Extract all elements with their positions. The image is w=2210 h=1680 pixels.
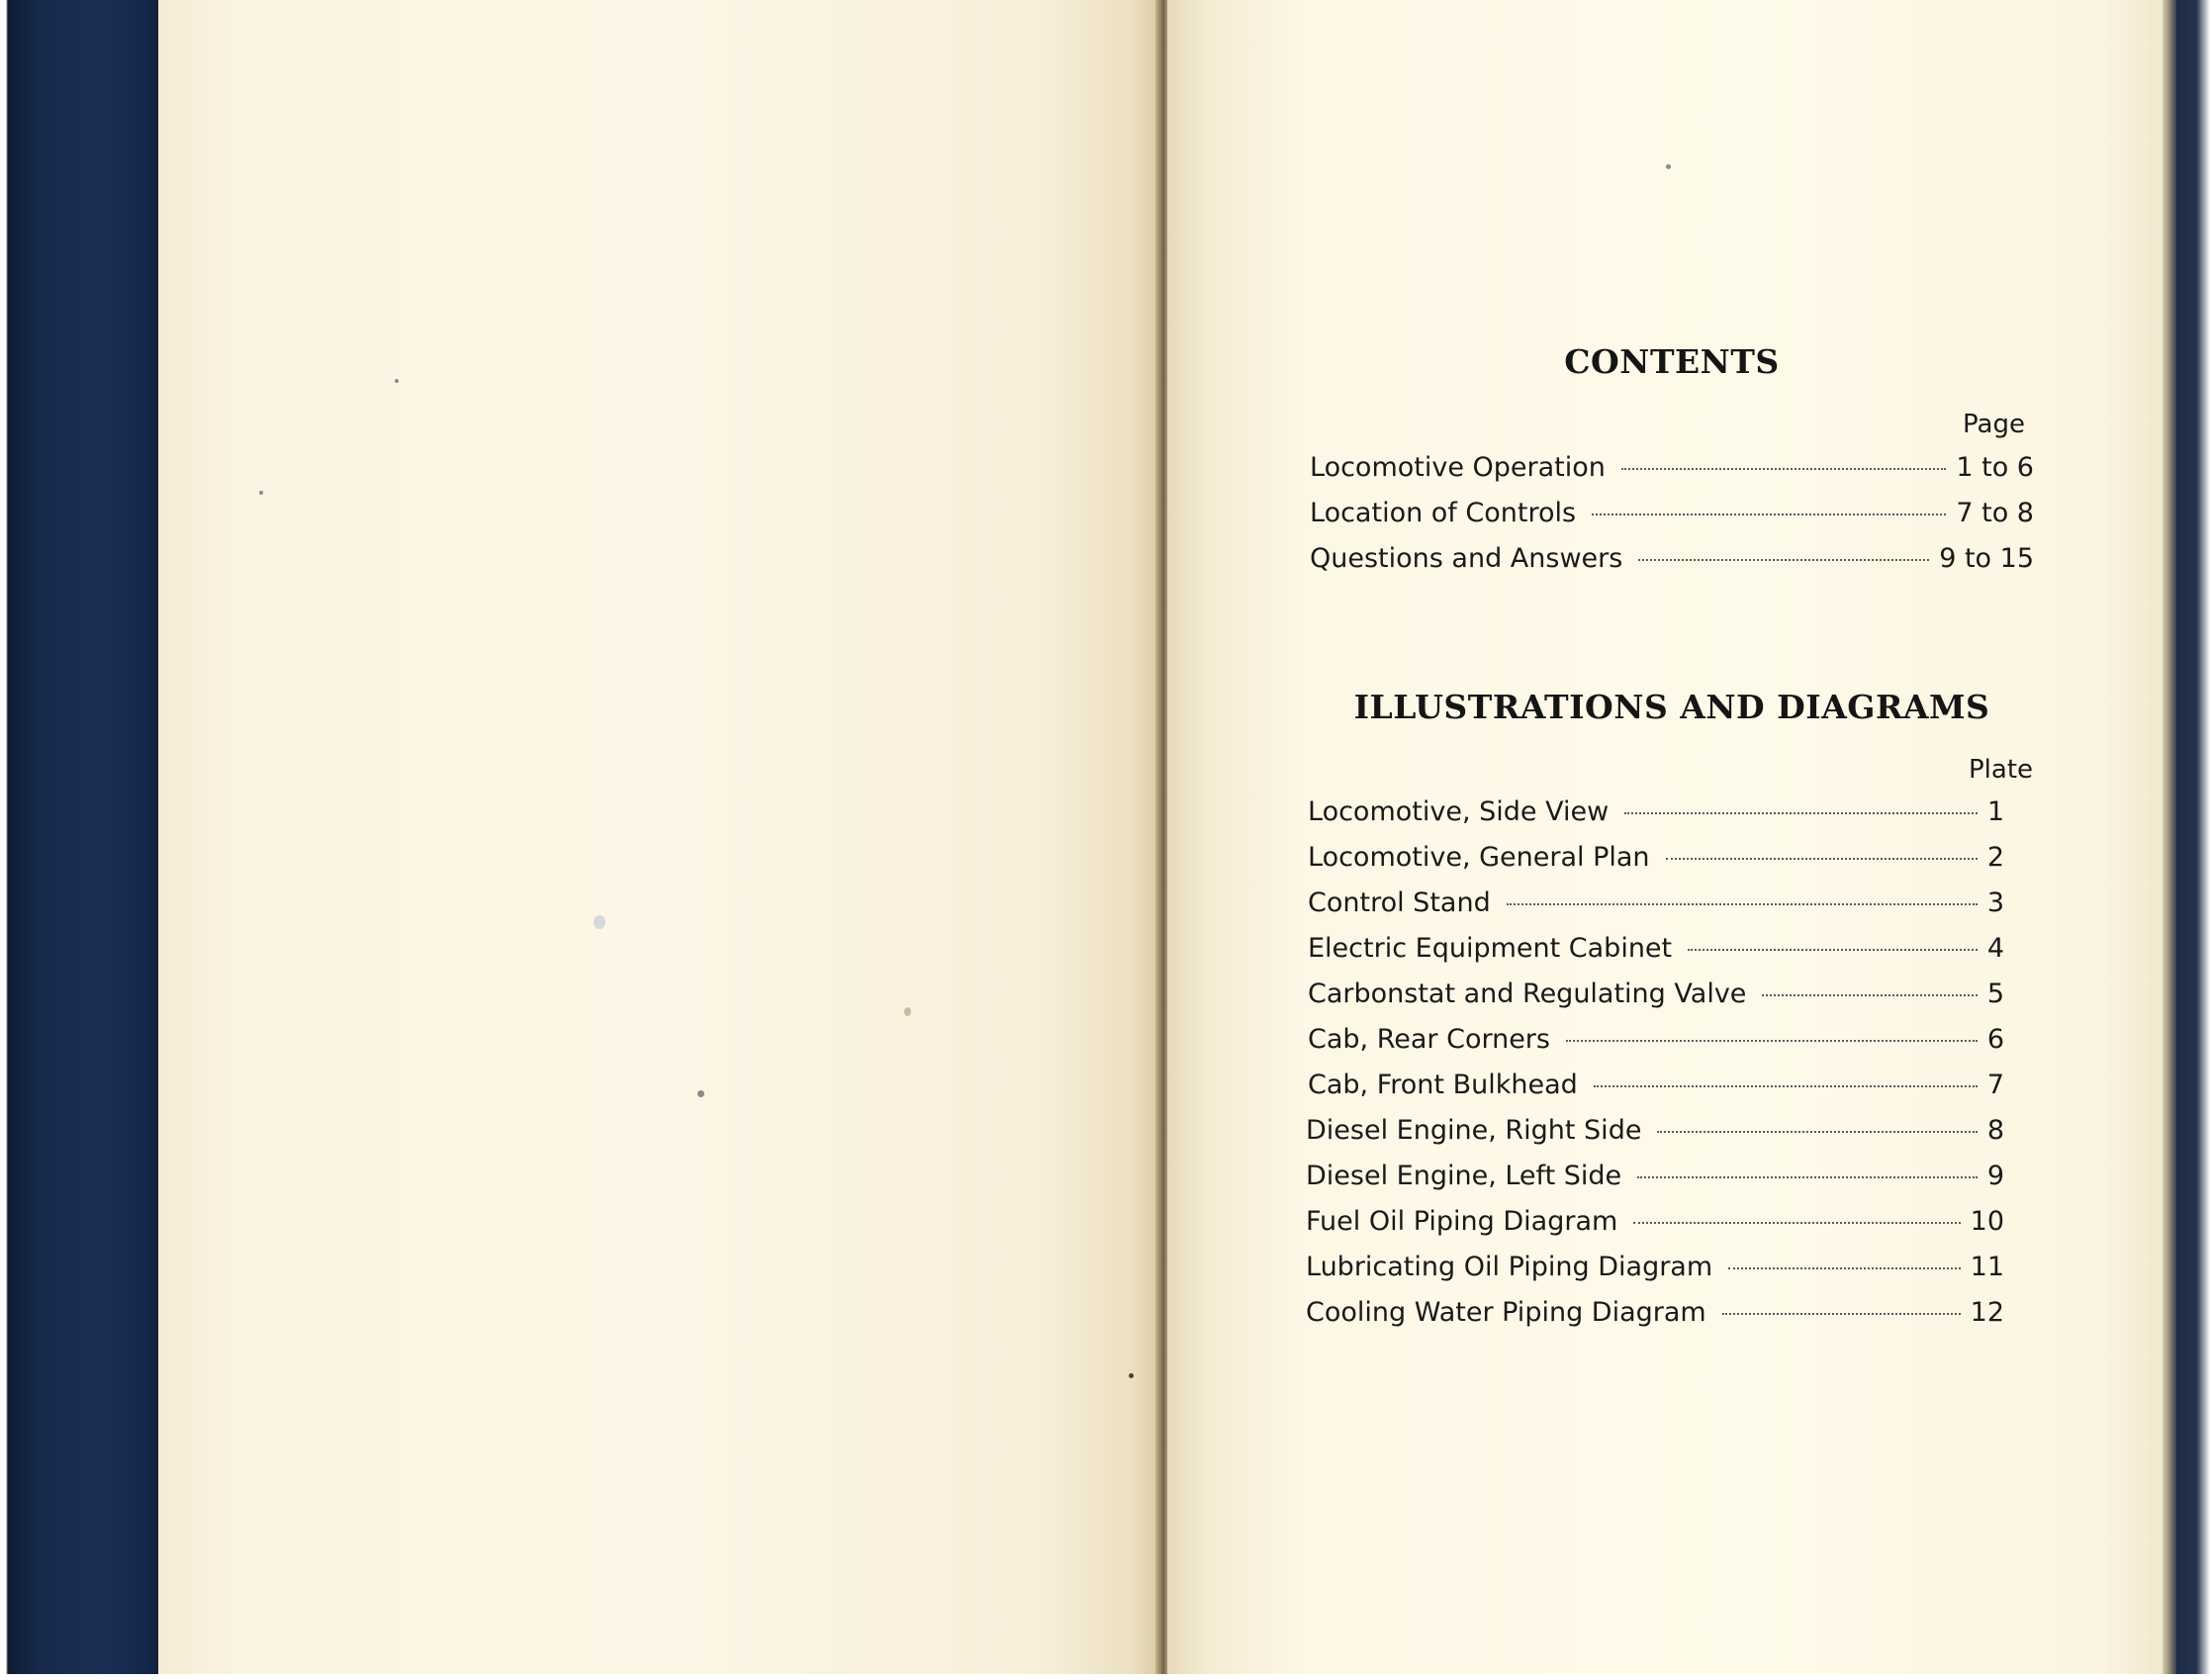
paper-speck — [594, 915, 605, 929]
illustration-plate: 7 — [1986, 1070, 2004, 1100]
illustration-title: Fuel Oil Piping Diagram — [1306, 1206, 1618, 1237]
illustration-row — [1308, 887, 2004, 927]
illustration-row — [1308, 1024, 2004, 1064]
contents-row — [1310, 498, 2034, 537]
illustration-row — [1308, 1070, 2004, 1109]
left-blank-page — [158, 0, 1161, 1680]
contents-entry-pages: 7 to 8 — [1956, 498, 2034, 528]
left-cover-edge — [0, 0, 158, 1680]
illustration-plate: 10 — [1970, 1206, 2004, 1237]
contents-heading: CONTENTS — [1564, 342, 1780, 381]
dot-leader — [1657, 1131, 1977, 1133]
illustrations-heading: ILLUSTRATIONS AND DIAGRAMS — [1353, 688, 1990, 726]
illustration-plate: 5 — [1986, 979, 2004, 1009]
illustration-row — [1308, 796, 2004, 836]
illustration-plate: 3 — [1986, 887, 2004, 918]
dot-leader — [1621, 468, 1946, 470]
illustration-title: Cab, Front Bulkhead — [1308, 1070, 1578, 1100]
dot-leader — [1592, 513, 1946, 515]
illustration-title: Locomotive, Side View — [1308, 796, 1610, 827]
dot-leader — [1722, 1313, 1961, 1315]
contents-entry-title: Locomotive Operation — [1310, 452, 1606, 483]
contents-entry-pages: 1 to 6 — [1956, 452, 2034, 483]
illustration-title: Locomotive, General Plan — [1308, 842, 1650, 873]
paper-speck — [1129, 1373, 1134, 1378]
dot-leader — [1624, 812, 1978, 814]
dot-leader — [1688, 949, 1978, 951]
dot-leader — [1728, 1267, 1960, 1269]
illustration-plate: 2 — [1986, 842, 2004, 873]
illustration-row — [1306, 1297, 2004, 1337]
illustration-row — [1306, 1115, 2004, 1155]
contents-row — [1310, 452, 2034, 492]
illustration-row — [1306, 1161, 2004, 1200]
dot-leader — [1633, 1222, 1960, 1224]
bottom-margin — [0, 1674, 2210, 1680]
illustration-title: Cab, Rear Corners — [1308, 1024, 1550, 1055]
contents-row — [1310, 543, 2034, 583]
illustration-title: Control Stand — [1308, 887, 1491, 918]
illustration-title: Diesel Engine, Right Side — [1306, 1115, 1642, 1146]
contents-entry-pages: 9 to 15 — [1939, 543, 2034, 574]
paper-speck — [1666, 164, 1671, 169]
right-contents-page — [1167, 0, 2163, 1680]
illustration-row — [1308, 933, 2004, 973]
illustration-row — [1306, 1252, 2004, 1291]
illustration-plate: 12 — [1970, 1297, 2004, 1328]
illustration-plate: 11 — [1970, 1252, 2004, 1282]
paper-speck — [395, 379, 399, 383]
illustration-title: Diesel Engine, Left Side — [1306, 1161, 1622, 1191]
plate-column-label: Plate — [1969, 755, 2034, 785]
illustration-plate: 4 — [1986, 933, 2004, 964]
right-cover-edge — [2176, 0, 2210, 1680]
illustration-title: Carbonstat and Regulating Valve — [1308, 979, 1747, 1009]
illustration-title: Electric Equipment Cabinet — [1308, 933, 1673, 964]
illustration-title: Lubricating Oil Piping Diagram — [1306, 1252, 1713, 1282]
illustration-row — [1308, 979, 2004, 1018]
illustration-plate: 6 — [1986, 1024, 2004, 1055]
illustration-row — [1306, 1206, 2004, 1246]
dot-leader — [1594, 1085, 1978, 1087]
right-page-edge — [2163, 0, 2176, 1680]
paper-speck — [697, 1090, 704, 1097]
illustration-plate: 1 — [1986, 796, 2004, 827]
dot-leader — [1762, 994, 1977, 996]
dot-leader — [1666, 858, 1978, 860]
dot-leader — [1638, 559, 1929, 561]
dot-leader — [1637, 1176, 1978, 1178]
paper-speck — [904, 1007, 911, 1016]
dot-leader — [1566, 1040, 1978, 1042]
illustration-row — [1308, 842, 2004, 882]
dot-leader — [1507, 903, 1978, 905]
page-column-label: Page — [1963, 410, 2025, 439]
contents-entry-title: Questions and Answers — [1310, 543, 1623, 574]
illustration-plate: 8 — [1986, 1115, 2004, 1146]
illustration-title: Cooling Water Piping Diagram — [1306, 1297, 1706, 1328]
illustration-plate: 9 — [1986, 1161, 2004, 1191]
paper-speck — [259, 491, 263, 495]
contents-entry-title: Location of Controls — [1310, 498, 1577, 528]
